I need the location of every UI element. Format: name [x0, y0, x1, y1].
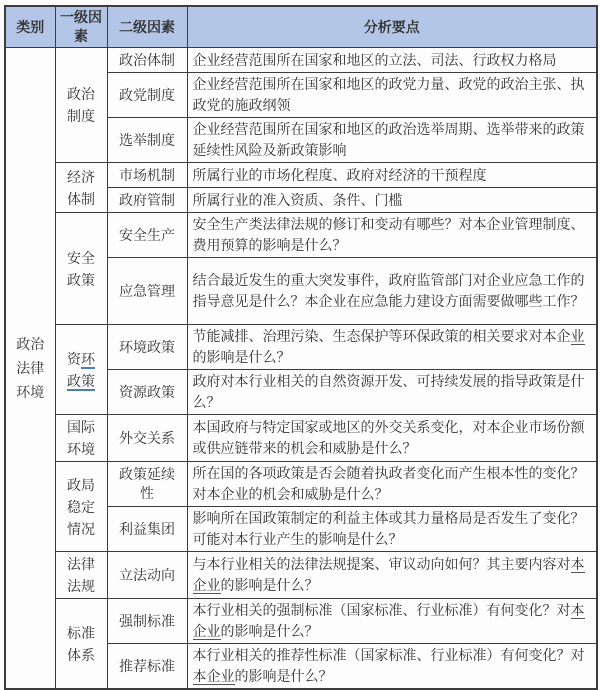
level1-cell-economic-system: 经济体制	[55, 163, 107, 213]
analysis-cell	[187, 599, 597, 644]
level1-cell-political-institutions: 政治制度	[55, 48, 107, 163]
analysis-cell: 企业经营范围所在国家和地区的政治选举周期、选举带来的政策延续性风险及新政策影响	[187, 118, 597, 163]
level2-cell-environmental-policy: 环境政策	[107, 325, 187, 370]
analysis-text-underlined: 本企业	[192, 668, 235, 684]
level1-label-part-underlined: 环	[81, 350, 95, 367]
level1-cell-laws-regulations: 法律法规	[55, 552, 107, 599]
analysis-text-underlined: 业	[570, 328, 585, 344]
analysis-text: 节能减排、治理污染、生态保护等环保政策的相关要求对本企	[192, 328, 571, 344]
table-header-row	[5, 6, 597, 48]
level2-cell-resource-policy: 资源政策	[107, 370, 187, 415]
level1-cell-safety-policy: 安全政策	[55, 213, 107, 325]
level2-cell-market-mechanism: 市场机制	[107, 163, 187, 188]
header-cell-level1: 一级因素	[55, 6, 107, 48]
level2-cell-legislative-trends: 立法动向	[107, 552, 187, 599]
level2-cell-diplomatic-relations: 外交关系	[107, 415, 187, 462]
analysis-text-underlined: 本企业	[192, 602, 585, 639]
table-row	[5, 325, 597, 370]
analysis-cell: 企业经营范围所在国家和地区的政党力量、政党的政治主张、执政党的施政纲领	[187, 73, 597, 118]
level2-cell-government-regulation: 政府管制	[107, 188, 187, 213]
analysis-cell: 政府对本行业相关的自然资源开发、可持续发展的指导政策是什么？	[187, 370, 597, 415]
analysis-cell: 所在国的各项政策是否会随着执政者变化而产生根本性的变化？对本企业的机会和威胁是什么？	[187, 462, 597, 507]
level2-cell-party-system: 政党制度	[107, 73, 187, 118]
level1-cell-resource-env-policy	[55, 325, 107, 415]
table-row	[5, 48, 597, 73]
political-legal-environment-table	[4, 5, 598, 690]
level2-cell-interest-groups: 利益集团	[107, 507, 187, 552]
analysis-text: 的影响是什么？	[220, 623, 319, 639]
analysis-cell: 所属行业的市场化程度、政府对经济的干预程度	[187, 163, 597, 188]
analysis-cell: 结合最近发生的重大突发事件，政府监管部门对企业应急工作的指导意见是什么？本企业在应急能力建设方面需要做哪些工作？	[187, 258, 597, 325]
level1-cell-international-environment: 国际环境	[55, 415, 107, 462]
level2-cell-work-safety: 安全生产	[107, 213, 187, 258]
table-row	[5, 462, 597, 507]
analysis-text: 与本行业相关的法律法规提案、审议动向如何？其主要内容对	[192, 556, 571, 572]
table-row	[5, 213, 597, 258]
table-row	[5, 599, 597, 644]
level2-cell-emergency-management: 应急管理	[107, 258, 187, 325]
analysis-cell: 本国政府与特定国家或地区的外交关系变化，对本企业市场份额或供应链带来的机会和威胁是什么？	[187, 415, 597, 462]
analysis-cell	[187, 552, 597, 599]
level1-cell-standards-system: 标准体系	[55, 599, 107, 690]
level2-cell-political-system: 政治体制	[107, 48, 187, 73]
level2-cell-mandatory-standards: 强制标准	[107, 599, 187, 644]
level1-cell-political-stability: 政局稳定情况	[55, 462, 107, 552]
table-row	[5, 415, 597, 462]
analysis-cell: 所属行业的准入资质、条件、门槛	[187, 188, 597, 213]
analysis-text: 本行业相关的强制标准（国家标准、行业标准）有何变化？对	[192, 602, 571, 618]
analysis-text: 本行业相关的推荐性标准（国家标准、行业标准）有何变化？对	[192, 647, 585, 663]
analysis-text: 的影响是什么？	[234, 668, 333, 684]
header-cell-category: 类别	[5, 6, 55, 48]
table-row	[5, 163, 597, 188]
analysis-cell: 企业经营范围所在国家和地区的立法、司法、行政权力格局	[187, 48, 597, 73]
level1-label-part: 资	[67, 350, 81, 367]
level1-label-part-underlined: 政策	[67, 372, 95, 389]
analysis-cell: 影响所在国政策制定的利益主体或其力量格局是否发生了变化？可能对本行业产生的影响是什么？	[187, 507, 597, 552]
analysis-cell: 安全生产类法律法规的修订和变动有哪些？对本企业管理制度、费用预算的影响是什么？	[187, 213, 597, 258]
category-cell-political-legal-environment: 政治法律环境	[5, 48, 55, 690]
header-cell-analysis: 分析要点	[187, 6, 597, 48]
header-cell-level2: 二级因素	[107, 6, 187, 48]
analysis-text-underlined: 本企业	[192, 556, 585, 593]
analysis-cell	[187, 644, 597, 690]
table-row	[5, 552, 597, 599]
analysis-cell	[187, 325, 597, 370]
analysis-text: 的影响是什么？	[192, 349, 291, 365]
level2-cell-policy-continuity: 政策延续性	[107, 462, 187, 507]
level2-cell-recommended-standards: 推荐标准	[107, 644, 187, 690]
level2-cell-election-system: 选举制度	[107, 118, 187, 163]
analysis-text: 的影响是什么？	[220, 577, 319, 593]
